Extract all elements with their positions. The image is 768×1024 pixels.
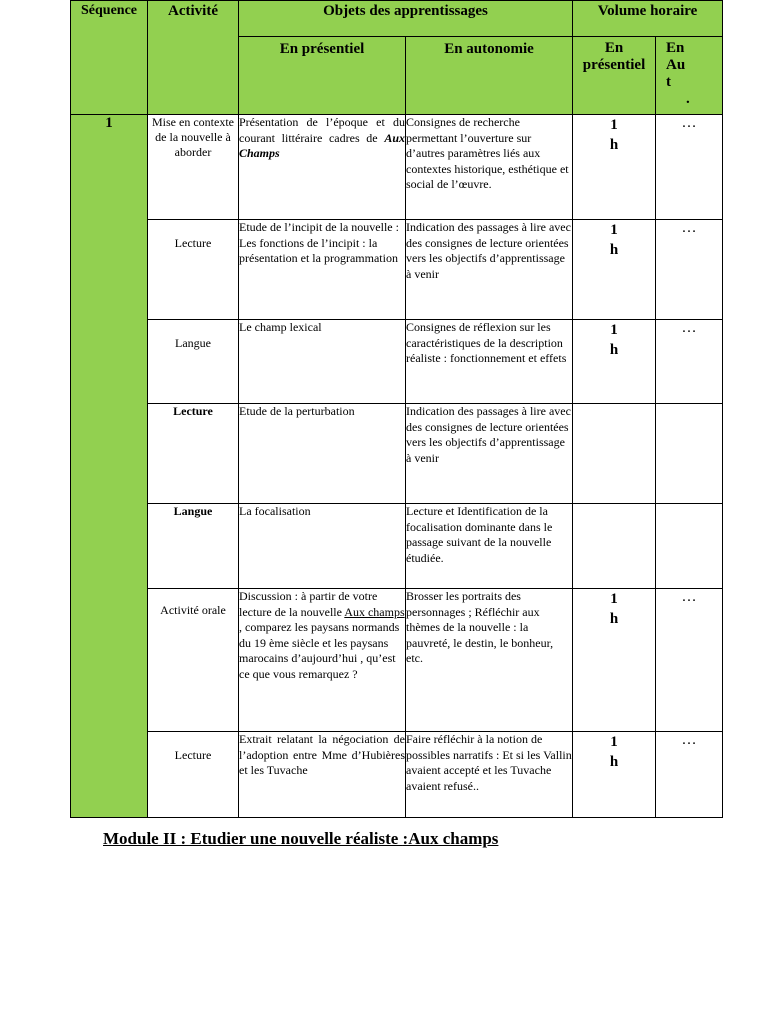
table-row xyxy=(71,589,723,732)
autonomous-cell: Lecture et Identification de la focalisation dominante dans le passage suivant de la nouvelle étudiée. xyxy=(406,504,573,589)
hours-cell xyxy=(573,220,656,320)
aut-hours-cell: … xyxy=(656,115,723,220)
activity-cell: Langue xyxy=(148,320,239,404)
in-class-text-end: , comparez les paysans normands du 19 ème siècle et les paysans marocains d’aujourd’hui , qu’est ce que vous remarquez ? xyxy=(239,620,400,681)
hours-unit: h xyxy=(609,342,619,358)
header-hours: Volume horaire xyxy=(573,1,723,37)
header-hours-in-class-line2: présentiel xyxy=(582,57,646,73)
in-class-title: Aux Champs xyxy=(239,130,405,160)
activity-cell: Lecture xyxy=(148,404,239,504)
autonomous-cell: Brosser les portraits des personnages ; Réfléchir aux thèmes de la nouvelle : la pauvreté, le destin, le bonheur, etc. xyxy=(406,589,573,732)
autonomous-cell: Indication des passages à lire avec des consignes de lecture orientées vers les objectifs d’apprentissage à venir xyxy=(406,404,573,504)
hours-unit: h xyxy=(609,611,619,627)
aut-hours-cell: … xyxy=(656,220,723,320)
hours-value: 1 xyxy=(610,591,618,607)
aut-hours-cell: … xyxy=(656,320,723,404)
hours-value: 1 xyxy=(610,222,618,238)
hours-unit: h xyxy=(609,242,619,258)
autonomous-cell: Consignes de réflexion sur les caractéristiques de la description réaliste : fonctionnement et effets xyxy=(406,320,573,404)
activity-cell: Mise en contexte de la nouvelle à aborder xyxy=(148,115,239,220)
header-sequence: Séquence xyxy=(71,1,148,115)
autonomous-cell: Faire réfléchir à la notion de possibles narratifs : Et si les Vallin avaient accepté et les Tuvache avaient refusé.. xyxy=(406,732,573,818)
header-hours-in-class-line1: En xyxy=(604,40,624,56)
hours-cell xyxy=(573,320,656,404)
module-caption-text: Module II : Etudier une nouvelle réaliste xyxy=(103,829,403,848)
header-in-class: En présentiel xyxy=(239,37,406,115)
header-autonomous: En autonomie xyxy=(406,37,573,115)
in-class-cell: Extrait relatant la négociation de l’adoption entre Mme d’Hubières et les Tuvache xyxy=(239,732,406,818)
sequence-number: 1 xyxy=(71,115,148,818)
hours-unit: h xyxy=(609,754,619,770)
hours-value: 1 xyxy=(610,117,618,133)
header-hours-aut-line1: En xyxy=(666,40,685,56)
hours-cell xyxy=(573,732,656,818)
planning-table xyxy=(70,0,723,818)
autonomous-cell: Consignes de recherche permettant l’ouverture sur d’autres paramètres liés aux contextes historique, esthétique et social de l’œuvre. xyxy=(406,115,573,220)
activity-cell: Langue xyxy=(148,504,239,589)
in-class-cell: La focalisation xyxy=(239,504,406,589)
table-row xyxy=(71,732,723,818)
header-objectives: Objets des apprentissages xyxy=(239,1,573,37)
in-class-text: Présentation de l’époque et du courant littéraire cadres de xyxy=(239,115,405,145)
hours-value: 1 xyxy=(610,734,618,750)
in-class-cell xyxy=(239,115,406,220)
in-class-text: Discussion : à partir de votre lecture de la nouvelle xyxy=(239,589,378,619)
in-class-cell: Etude de la perturbation xyxy=(239,404,406,504)
hours-cell xyxy=(573,589,656,732)
activity-cell: Lecture xyxy=(148,732,239,818)
hours-cell xyxy=(573,504,656,589)
table-row xyxy=(71,404,723,504)
table-row xyxy=(71,504,723,589)
hours-cell xyxy=(573,115,656,220)
in-class-cell xyxy=(239,589,406,732)
aut-hours-cell xyxy=(656,504,723,589)
header-activity: Activité xyxy=(148,1,239,115)
hours-unit: h xyxy=(609,137,619,153)
hours-cell xyxy=(573,404,656,504)
aut-hours-cell: … xyxy=(656,589,723,732)
aut-hours-cell: … xyxy=(656,732,723,818)
in-class-cell: Le champ lexical xyxy=(239,320,406,404)
hours-value: 1 xyxy=(610,322,618,338)
table-row xyxy=(71,320,723,404)
module-caption xyxy=(103,829,498,849)
table-row xyxy=(71,115,723,220)
header-hours-aut-line3: t xyxy=(666,74,671,90)
activity-cell: Activité orale xyxy=(148,589,239,732)
module-caption-title: :Aux champs xyxy=(402,829,499,848)
in-class-cell: Etude de l’incipit de la nouvelle : Les fonctions de l’incipit : la présentation et la programmation xyxy=(239,220,406,320)
header-hours-in-class xyxy=(573,37,656,115)
activity-cell: Lecture xyxy=(148,220,239,320)
header-hours-aut-line4: . xyxy=(686,91,690,107)
header-hours-aut xyxy=(656,37,723,115)
table-row xyxy=(71,220,723,320)
autonomous-cell: Indication des passages à lire avec des consignes de lecture orientées vers les objectifs d’apprentissage à venir xyxy=(406,220,573,320)
in-class-title: Aux champs xyxy=(344,604,405,619)
header-hours-aut-line2: Au xyxy=(666,57,686,73)
aut-hours-cell xyxy=(656,404,723,504)
